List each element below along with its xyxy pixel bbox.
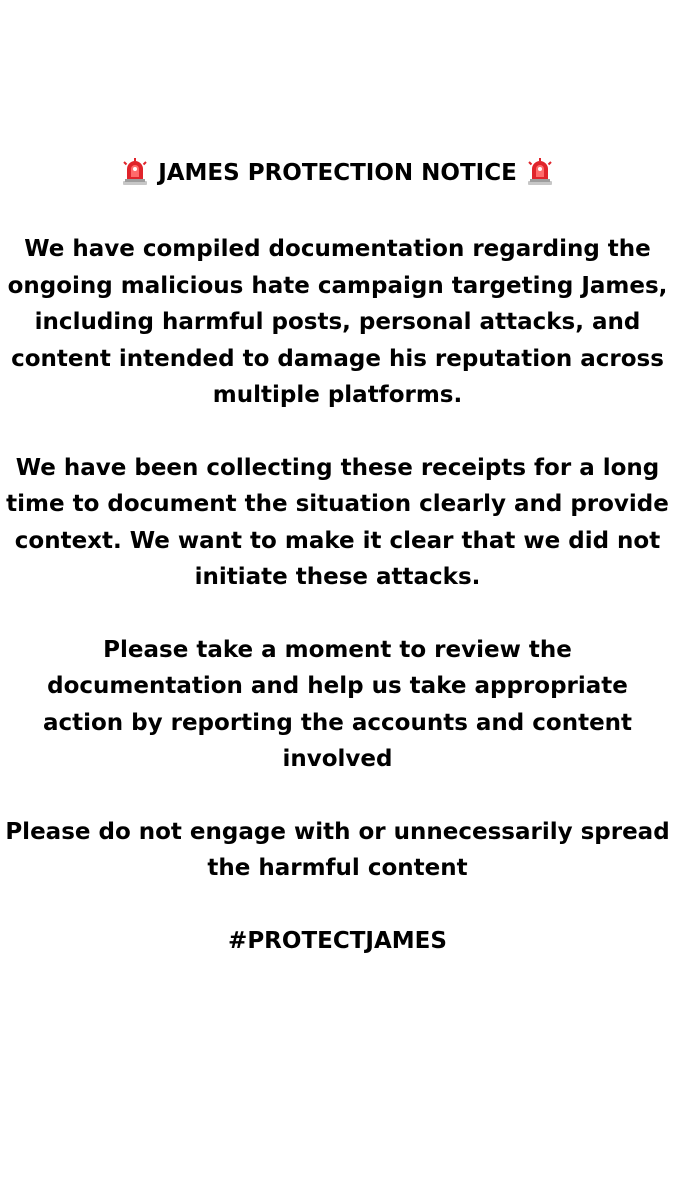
- notice-paragraph-2: We have been collecting these receipts for a long time to document the situation clearly and provide context. We want to make it clear that we did not initiate these attacks.: [6, 454, 669, 590]
- notice-title: JAMES PROTECTION NOTICE: [158, 160, 517, 186]
- notice-paragraph-3: Please take a moment to review the documentation and help us take appropriate action by reporting the accounts and content involved: [42, 636, 633, 772]
- notice-title-row: [0, 153, 675, 193]
- notice-paragraph-1: We have compiled documentation regarding the ongoing malicious hate campaign targeting James, including harmful posts, personal attacks, and content intended to damage his reputation across multiple platforms.: [7, 236, 668, 408]
- siren-icon: [525, 157, 555, 187]
- hashtag: #PROTECTJAMES: [228, 927, 447, 954]
- notice-paragraph-4: Please do not engage with or unnecessarily spread the harmful content: [5, 818, 670, 881]
- siren-icon: [120, 157, 150, 187]
